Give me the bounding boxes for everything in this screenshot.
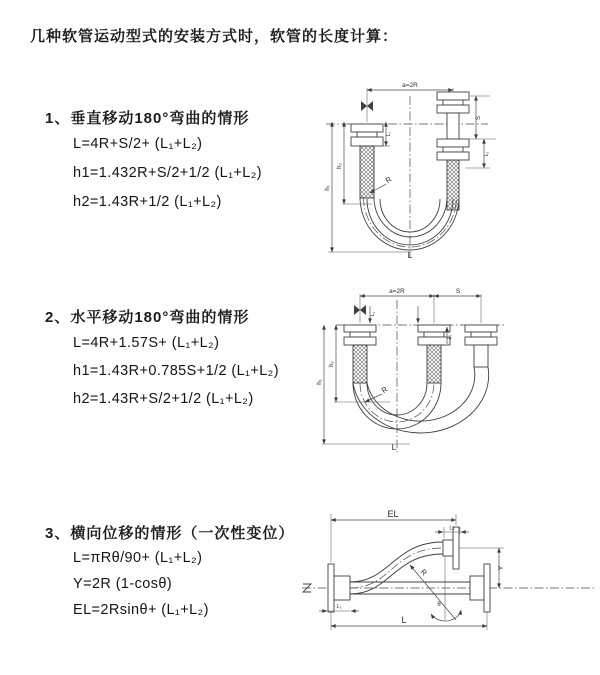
displaced-flange-fitting: [443, 527, 459, 569]
formula-line: EL=2Rsinθ+ (L₁+L₂): [73, 602, 209, 618]
dim-label-y: Y: [498, 565, 505, 571]
formula-line: L=4R+1.57S+ (L₁+L₂): [73, 335, 220, 351]
formula-line: h1=1.43R+0.785S+1/2 (L₁+L₂): [73, 363, 279, 379]
right-dimensions: [465, 96, 496, 168]
dim-label-s: S: [476, 115, 482, 121]
dim-label-l1: L₁: [336, 604, 342, 610]
section-2-heading: 2、水平移动180°弯曲的情形: [45, 309, 250, 326]
dim-label-s: S: [455, 288, 461, 295]
section-3-heading: 3、横向位移的情形（一次性变位）: [45, 525, 295, 542]
dim-label-span: a=2R: [402, 82, 418, 89]
hose-u-bend: [360, 197, 459, 250]
dim-label-r: R: [383, 174, 394, 186]
dim-label-l1: L₁: [370, 311, 376, 317]
braided-hose-leg: [353, 345, 367, 383]
dimension-lines: [354, 288, 481, 323]
dim-label-span: a=2R: [389, 288, 405, 295]
formula-line: Y=2R (1-cosθ): [73, 576, 173, 592]
braided-hose-leg: [427, 345, 441, 383]
dim-label-length: L: [391, 442, 397, 452]
upper-fitting-length-dimension: [435, 526, 469, 539]
dim-label-el: EL: [387, 509, 399, 519]
dimension-lines: [361, 82, 453, 122]
dim-label-l2: L₂: [484, 151, 490, 157]
left-flange-fitting: [344, 325, 376, 383]
left-flange-fitting: [351, 124, 383, 198]
dim-label-length: L: [407, 250, 413, 260]
dim-label-l2: L₂: [447, 334, 453, 340]
diagram-horizontal-180-bend: [310, 282, 590, 457]
middle-flange-fitting: [418, 325, 450, 383]
right-flange-fitting: [437, 92, 469, 210]
formula-line: L=πRθ/90+ (L₁+L₂): [73, 550, 203, 566]
displaced-flange-fitting: [465, 325, 497, 367]
dim-label-theta: θ: [437, 602, 441, 608]
page-title: 几种软管运动型式的安装方式时，软管的长度计算：: [30, 28, 399, 45]
formula-line: L=4R+S/2+ (L₁+L₂): [73, 136, 203, 152]
dim-label-l2: L₂: [449, 525, 455, 532]
l-dimension: [331, 612, 487, 630]
dim-label-length: L: [401, 615, 407, 625]
dim-label-h2: h₂: [337, 163, 343, 169]
dim-label-r: R: [418, 567, 430, 578]
diagram-vertical-180-bend: [310, 76, 590, 261]
formula-line: h1=1.432R+S/2+1/2 (L₁+L₂): [73, 165, 263, 181]
hose-u-bend-displaced: [353, 367, 489, 433]
hose-s-curve: [350, 542, 443, 594]
section-1-heading: 1、垂直移动180°弯曲的情形: [45, 110, 250, 127]
dim-label-r: R: [379, 384, 390, 396]
dim-label-h2: h₂: [329, 361, 335, 367]
dim-label-l1: L₁: [386, 131, 392, 137]
dim-label-h1: h₁: [325, 185, 331, 191]
diagram-lateral-displacement: [298, 508, 598, 648]
dim-label-h1: h₁: [317, 379, 323, 385]
formula-line: h2=1.43R+1/2 (L₁+L₂): [73, 194, 222, 210]
formula-line: h2=1.43R+S/2+1/2 (L₁+L₂): [73, 391, 254, 407]
left-fitting-length-dimension: [319, 604, 359, 611]
braided-hose-leg: [360, 146, 374, 198]
